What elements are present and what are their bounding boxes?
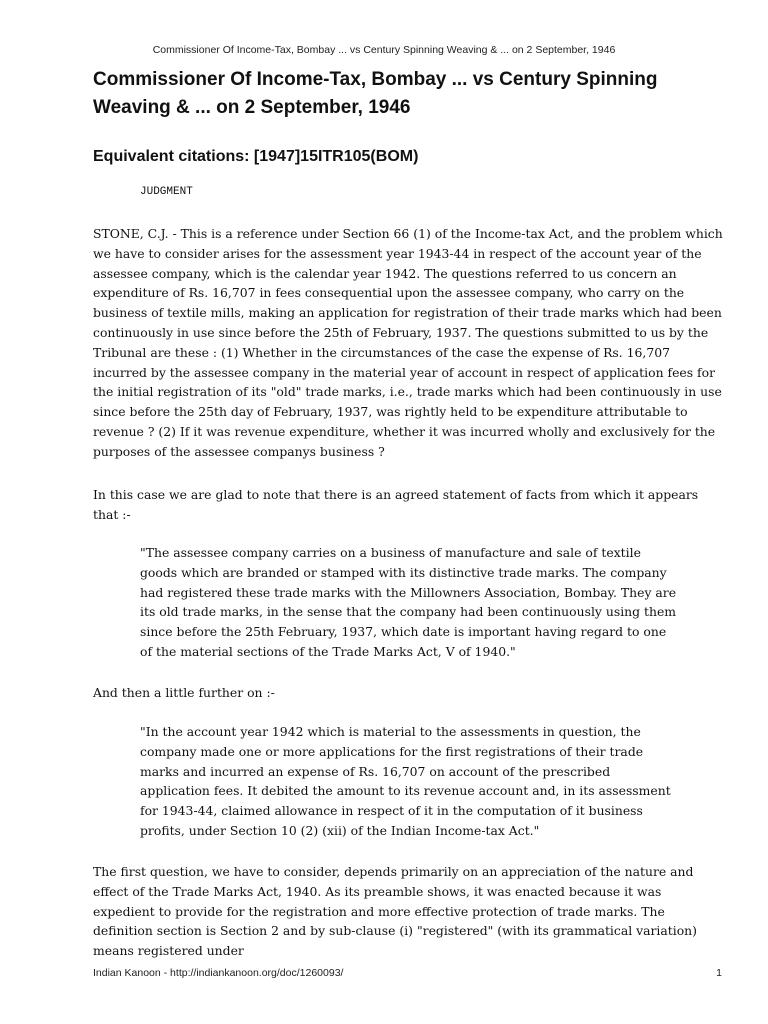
blockquote-facts: "The assessee company carries on a business of manufacture and sale of textile goods which are branded or stamped with its distinctive trade marks. The company had registered these trade marks with the Millowners Association, Bombay. They are its old trade marks, in the sense that the company had been continuously using them since before the 25th February, 1937, which date is important having regard to one of the material sections of the Trade Marks Act, V of 1940.": [140, 545, 677, 659]
page-number: 1: [716, 967, 722, 979]
paragraph-agreed-facts: In this case we are glad to note that there is an agreed statement of facts from which it appears that :-: [93, 487, 699, 522]
footer-source: Indian Kanoon - http://indiankanoon.org/doc/1260093/: [93, 967, 344, 979]
equivalent-citations: Equivalent citations: [1947]15ITR105(BOM): [93, 148, 419, 165]
judgment-label: JUDGMENT: [140, 186, 193, 198]
blockquote-account-year: "In the account year 1942 which is material to the assessments in question, the company made one or more applications for the first registrations of their trade marks and incurred an expense of Rs. 16,707 on account of the prescribed application fees. It debited the amount to its revenue account and, in its assessment for 1943-44, claimed allowance in respect of it in the computation of it business profits, under Section 10 (2) (xii) of the Indian Income-tax Act.": [140, 724, 671, 838]
paragraph-further-on: And then a little further on :-: [93, 685, 275, 700]
running-header: Commissioner Of Income-Tax, Bombay ... vs Century Spinning Weaving & ... on 2 September, 1946: [152, 44, 616, 56]
paragraph-reference: STONE, C.J. - This is a reference under Section 66 (1) of the Income-tax Act, and the problem which we have to consider arises for the assessment year 1943-44 in respect of the account year of the assessee company, which is the calendar year 1942. The questions referred to us concern an expenditure of Rs. 16,707 in fees consequential upon the assessee company, who carry on the business of textile mills, making an application for registration of their trade marks which had been continuously in use since before the 25th of February, 1937. The questions submitted to us by the Tribunal are these : (1) Whether in the circumstances of the case the expense of Rs. 16,707 incurred by the assessee company in the material year of account in respect of application fees for the initial registration of its "old" trade marks, i.e., trade marks which had been continuously in use since before the 25th day of February, 1937, was rightly held to be expenditure attributable to revenue ? (2) If it was revenue expenditure, whether it was incurred wholly and exclusively for the purposes of the assessee companys business ?: [93, 226, 723, 459]
document-title: Commissioner Of Income-Tax, Bombay ... vs Century Spinning Weaving & ... on 2 September, 1946: [93, 69, 658, 118]
paragraph-first-question: The first question, we have to consider, depends primarily on an appreciation of the nature and effect of the Trade Marks Act, 1940. As its preamble shows, it was enacted because it was expedient to provide for the registration and more effective protection of trade marks. The definition section is Section 2 and by sub-clause (i) "registered" (with its grammatical variation) means registered under: [93, 864, 698, 959]
